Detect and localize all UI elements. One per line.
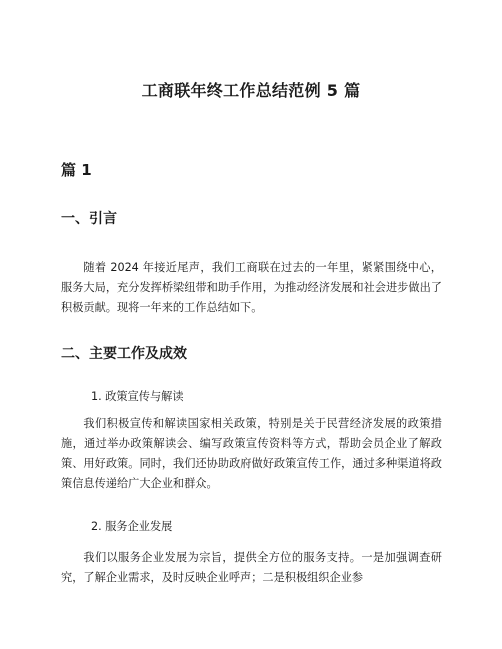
subheading-policy-promotion: 1. 政策宣传与解读 <box>91 390 184 403</box>
section-heading-main-work: 二、主要工作及成效 <box>61 346 187 362</box>
section-heading-introduction: 一、引言 <box>61 211 117 227</box>
part-heading: 篇 1 <box>61 161 92 179</box>
introduction-paragraph: 随着 2024 年接近尾声，我们工商联在过去的一年里，紧紧围绕中心，服务大局，充分发挥桥梁纽带和助手作用，为推动经济发展和社会进步做出了积极贡献。现将一年来的工作总结如下。 <box>61 261 442 314</box>
subheading-enterprise-service: 2. 服务企业发展 <box>91 520 173 533</box>
policy-promotion-paragraph: 我们积极宣传和解读国家相关政策，特别是关于民营经济发展的政策措施，通过举办政策解读会、编写政策宣传资料等方式，帮助会员企业了解政策、用好政策。同时，我们还协助政府做好政策宣传工作，通过多种渠道将政策信息传递给广大企业和群众。 <box>61 417 442 490</box>
enterprise-service-paragraph: 我们以服务企业发展为宗旨，提供全方位的服务支持。一是加强调查研究，了解企业需求，及时反映企业呼声；二是积极组织企业参 <box>61 551 442 584</box>
document-title: 工商联年终工作总结范例 5 篇 <box>141 81 361 100</box>
